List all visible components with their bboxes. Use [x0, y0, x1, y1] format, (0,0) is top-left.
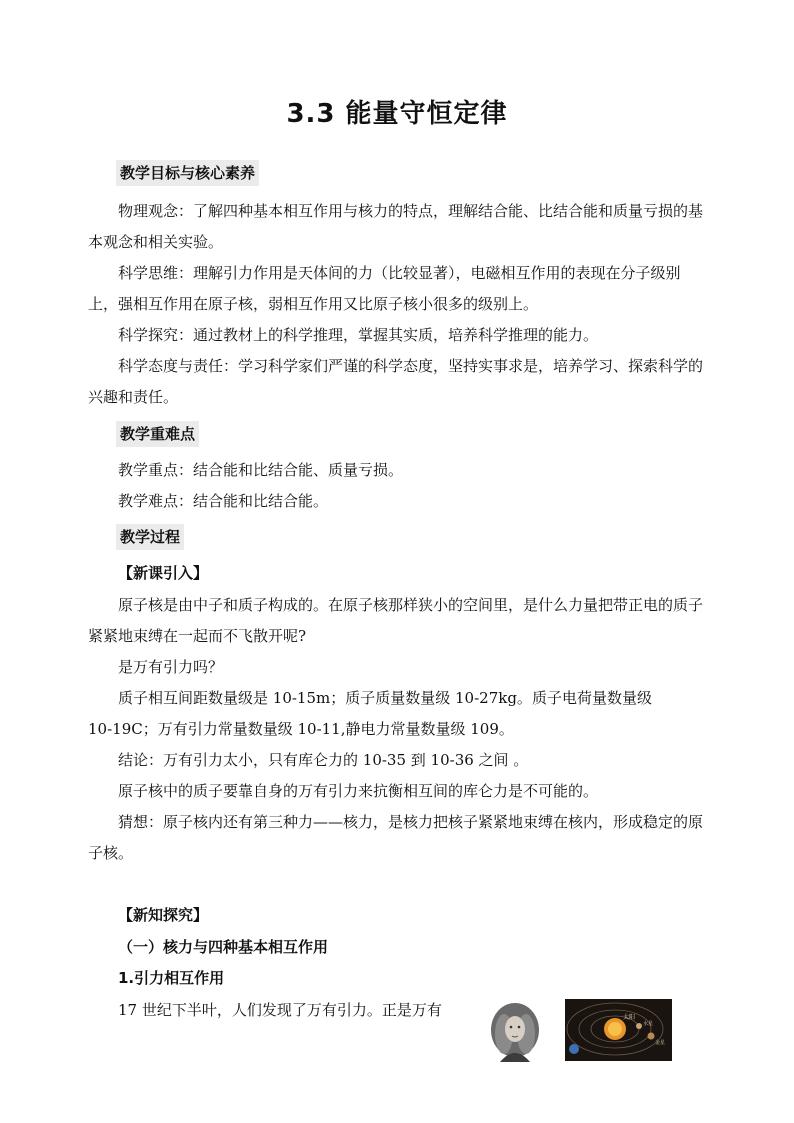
paragraph-nucleus-question: 原子核是由中子和质子构成的。在原子核那样狭小的空间里，是什么力量把带正电的质子紧紧地束缚在一起而不飞散开呢? — [88, 596, 704, 645]
planet-label-venus: 金星 — [655, 1040, 666, 1046]
solar-system-image — [565, 999, 672, 1061]
planet-icon — [636, 1023, 642, 1029]
planet-icon — [648, 1033, 655, 1040]
paragraph-key-point: 教学重点：结合能和比结合能、质量亏损。 — [118, 461, 404, 479]
paragraph-gravity-question: 是万有引力吗？ — [118, 658, 224, 676]
paragraph-scientific-attitude: 科学态度与责任：学习科学家们严谨的科学态度，坚持实事求是，培养学习、探索科学的兴趣和责任。 — [88, 357, 704, 406]
paragraph-scientific-inquiry: 科学探究：通过教材上的科学推理，掌握其实质，培养科学推理的能力。 — [118, 326, 599, 344]
paragraph-conclusion: 结论：万有引力太小，只有库仑力的 10-35 到 10-36 之间 。 — [118, 751, 529, 769]
heading-key-difficult-points: 教学重难点 — [116, 421, 199, 447]
paragraph-impossible: 原子核中的质子要靠自身的万有引力来抗衡相互间的库仑力是不可能的。 — [118, 782, 599, 800]
paragraph-scientific-thinking: 科学思维：理解引力作用是天体间的力（比较显著），电磁相互作用的表现在分子级别上，强相互作用在原子核，弱相互作用又比原子核小很多的级别上。 — [88, 264, 681, 313]
heading-teaching-goals: 教学目标与核心素养 — [116, 160, 259, 186]
paragraph-physics-concept: 物理观念：了解四种基本相互作用与核力的特点，理解结合能、比结合能和质量亏损的基本观念和相关实验。 — [88, 202, 704, 251]
subheading-nuclear-force: （一）核力与四种基本相互作用 — [118, 938, 329, 956]
text-gravity-history: 17 世纪下半叶，人们发现了万有引力。正是万有 — [118, 1001, 442, 1019]
text-magnitude-line-2: 10-19C；万有引力常量数量级 10-11,静电力常量数量级 109。 — [88, 720, 514, 738]
earth-icon — [569, 1044, 579, 1054]
page-title: 3.3 能量守恒定律 — [286, 99, 508, 129]
heading-teaching-process: 教学过程 — [116, 524, 184, 550]
paragraph-hypothesis: 猜想：原子核内还有第三种力——核力，是核力把核子紧紧地束缚在核内，形成稳定的原子核。 — [88, 813, 704, 862]
paragraph-difficult-point: 教学难点：结合能和比结合能。 — [118, 492, 329, 510]
subheading-gravitational-interaction: 1.引力相互作用 — [118, 969, 225, 987]
planet-label-mercury: 水星 — [643, 1021, 654, 1027]
label-new-lesson-intro: 【新课引入】 — [118, 564, 209, 582]
sun-label: 太阳 — [623, 1014, 636, 1021]
newton-portrait-image — [482, 1000, 548, 1062]
text-magnitude-line-1: 质子相互间距数量级是 10-15m；质子质量数量级 10-27kg。质子电荷量数量级 — [118, 689, 652, 707]
label-new-knowledge-explore: 【新知探究】 — [118, 906, 209, 924]
